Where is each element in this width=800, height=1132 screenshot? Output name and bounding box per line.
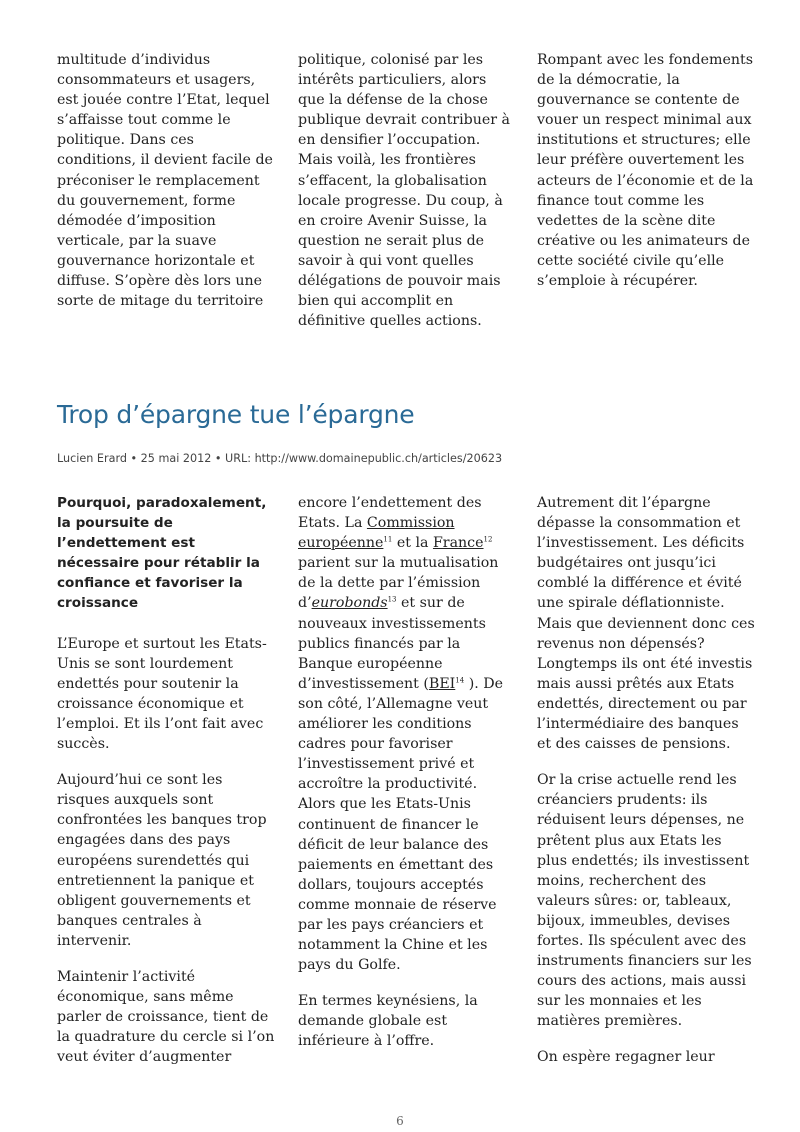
text-segment: parient sur la mutualisation de la dette par l’émission d’ bbox=[298, 555, 499, 612]
top-column-3-text: Rompant avec les fondements de la démocratie, la gouvernance se contente de vouer un respect minimal aux institutions et structures; elle leur préfère ouvertement les acteurs de l’économie et de la finance tout comme les vedettes de la scène dite créative ou les animateurs de cette société civile qu’elle s’emploie à récupérer. bbox=[537, 52, 754, 290]
article-lead: Pourquoi, paradoxalement, la poursuite de l’endettement est nécessaire pour rétablir la confiance et favoriser la croissance bbox=[57, 495, 267, 612]
footnote-13: 13 bbox=[387, 595, 397, 604]
paragraph: En termes keynésiens, la demande globale est inférieure à l’offre. bbox=[298, 993, 478, 1050]
paragraph: Autrement dit l’épargne dépasse la consommation et l’investissement. Les déficits budgétaires ont jusqu’ici comblé la différence et évité une spirale déflationniste. Mais que deviennent donc ces revenus non dépensés? Longtemps ils ont été investis mais aussi prêtés aux Etats endettés, directement ou par l’intermédiaire des banques et des caisses de pensions. bbox=[537, 495, 755, 753]
paragraph: Or la crise actuelle rend les créanciers prudents: ils réduisent leurs dépenses, ne prêtent plus aux Etats les plus endettés; ils investissent moins, recherchent des valeurs sûres: or, tableaux, bijoux, immeubles, devises fortes. Ils spéculent avec des instruments financiers sur les cours des actions, mais aussi sur les monnaies et les matières premières. bbox=[537, 772, 752, 1030]
paragraph: L’Europe et surtout les Etats-Unis se sont lourdement endettés pour soutenir la croissance économique et l’emploi. Et ils l’ont fait avec succès. bbox=[57, 635, 267, 753]
top-column-2-text: politique, colonisé par les intérêts particuliers, alors que la défense de la chose publique devrait contribuer à en densifier l’occupation. Mais voilà, les frontières s’effacent, la globalisation locale progresse. Du coup, à en croire Avenir Suisse, la question ne serait plus de savoir à qui vont quelles délégations de pouvoir mais bien qui accomplit en définitive quelles actions. bbox=[298, 52, 510, 330]
text-segment: ). De son côté, l’Allemagne veut améliorer les conditions cadres pour favoriser l’investissement privé et accroître la productivité. Alors que les Etats-Unis continuent de financer le déficit de leur balance des paiements en émettant des dollars, toujours acceptés comme monnaie de réserve par les pays créanciers et notamment la Chine et les pays du Golfe. bbox=[298, 675, 504, 974]
paragraph: On espère regagner leur bbox=[537, 1049, 715, 1066]
footnote-12: 12 bbox=[483, 535, 493, 544]
top-column-1 bbox=[57, 50, 275, 327]
article-column-3 bbox=[537, 493, 755, 1084]
top-column-3 bbox=[537, 50, 755, 307]
top-column-1-text: multitude d’individus consommateurs et usagers, est jouée contre l’Etat, lequel s’affaisse tout comme le politique. Dans ces conditions, il devient facile de préconiser le remplacement du gouvernement, forme démodée d’imposition verticale, par la suave gouvernance horizontale et diffuse. S’opère dès lors une sorte de mitage du territoire bbox=[57, 52, 273, 310]
link-commission-europeenne[interactable]: Commission européenne bbox=[298, 515, 455, 552]
article-byline: Lucien Erard • 25 mai 2012 • URL: http://www.domainepublic.ch/articles/20623 bbox=[57, 452, 503, 465]
footnote-14: 14 bbox=[455, 676, 465, 685]
paragraph-with-links bbox=[298, 493, 516, 975]
top-column-2 bbox=[298, 50, 516, 347]
link-bei[interactable]: BEI bbox=[428, 675, 456, 692]
text-segment: et sur de nouveaux investissements publics financés par la Banque européenne d’investissement ( bbox=[298, 595, 486, 692]
article-title: Trop d’épargne tue l’épargne bbox=[57, 400, 415, 429]
article-column-1 bbox=[57, 493, 275, 1083]
page-number: 6 bbox=[396, 1114, 404, 1128]
text-segment: encore l’endettement des Etats. La bbox=[298, 495, 482, 532]
article-column-2 bbox=[298, 493, 516, 1068]
paragraph: Aujourd’hui ce sont les risques auxquels sont confrontées les banques trop engagées dans des pays européens surendettés qui entretiennent la panique et obligent gouvernements et banques centrales à intervenir. bbox=[57, 772, 267, 949]
footnote-11: 11 bbox=[383, 535, 393, 544]
text-segment: et la bbox=[392, 535, 433, 552]
paragraph: Maintenir l’activité économique, sans même parler de croissance, tient de la quadrature du cercle si l’on veut éviter d’augmenter bbox=[57, 968, 275, 1066]
link-france[interactable]: France bbox=[432, 535, 484, 552]
link-eurobonds[interactable]: eurobonds bbox=[311, 595, 388, 612]
